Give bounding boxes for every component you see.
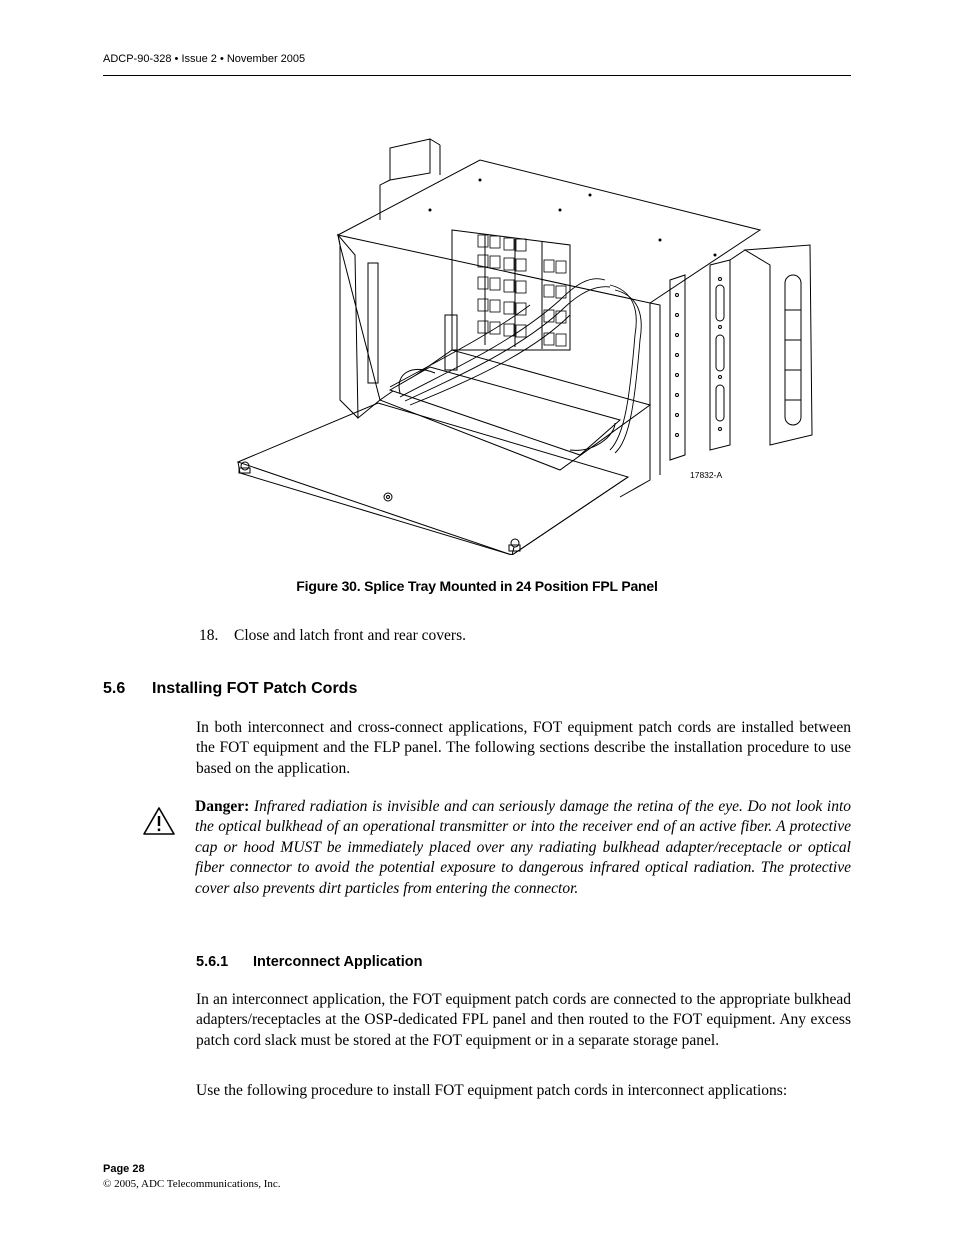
warning-triangle-icon: [142, 806, 176, 836]
subsection-title: Interconnect Application: [253, 954, 423, 970]
subsection-paragraph-2: Use the following procedure to install FOT equipment patch cords in interconnect applications:: [196, 1082, 788, 1099]
danger-notice: [195, 797, 851, 899]
header-rule: [103, 75, 851, 76]
section-title: Installing FOT Patch Cords: [152, 680, 358, 697]
running-header: ADCP-90-328 • Issue 2 • November 2005: [103, 53, 306, 65]
danger-label: Danger:: [195, 798, 250, 815]
section-heading: [103, 680, 357, 698]
drawing-number: 17832-A: [690, 470, 723, 480]
step-number: 18.: [199, 627, 219, 644]
step-text: Close and latch front and rear covers.: [234, 627, 466, 644]
subsection-number: 5.6.1: [196, 954, 229, 970]
section-intro: In both interconnect and cross-connect applications, FOT equipment patch cords are installed between the FOT equipment and the FLP panel. The following sections describe the installation procedure to use based on the application.: [196, 719, 851, 777]
page-number: Page 28: [103, 1163, 145, 1175]
danger-text: Infrared radiation is invisible and can seriously damage the retina of the eye. Do not look into the optical bulkhead of an operational transmitter or into the receiver end of an active fiber. A protective cap or hood MUST be immediately placed over any radiating bulkhead adapter/receptacle or optical fiber connector to avoid the potential exposure to dangerous infrared optical radiation. The protective cover also prevents dirt particles from entering the connector.: [195, 798, 851, 897]
splice-tray-figure: [230, 135, 820, 555]
subsection-heading: [196, 954, 422, 970]
figure-caption: Figure 30. Splice Tray Mounted in 24 Position FPL Panel: [296, 578, 658, 594]
copyright: © 2005, ADC Telecommunications, Inc.: [103, 1178, 281, 1190]
procedure-step: [199, 627, 466, 645]
subsection-paragraph-1: In an interconnect application, the FOT equipment patch cords are connected to the appropriate bulkhead adapters/receptacles at the OSP-dedicated FPL panel and then routed to the FOT equipment. Any excess patch cord slack must be stored at the FOT equipment or in a separate storage panel.: [196, 991, 851, 1049]
section-number: 5.6: [103, 680, 126, 697]
